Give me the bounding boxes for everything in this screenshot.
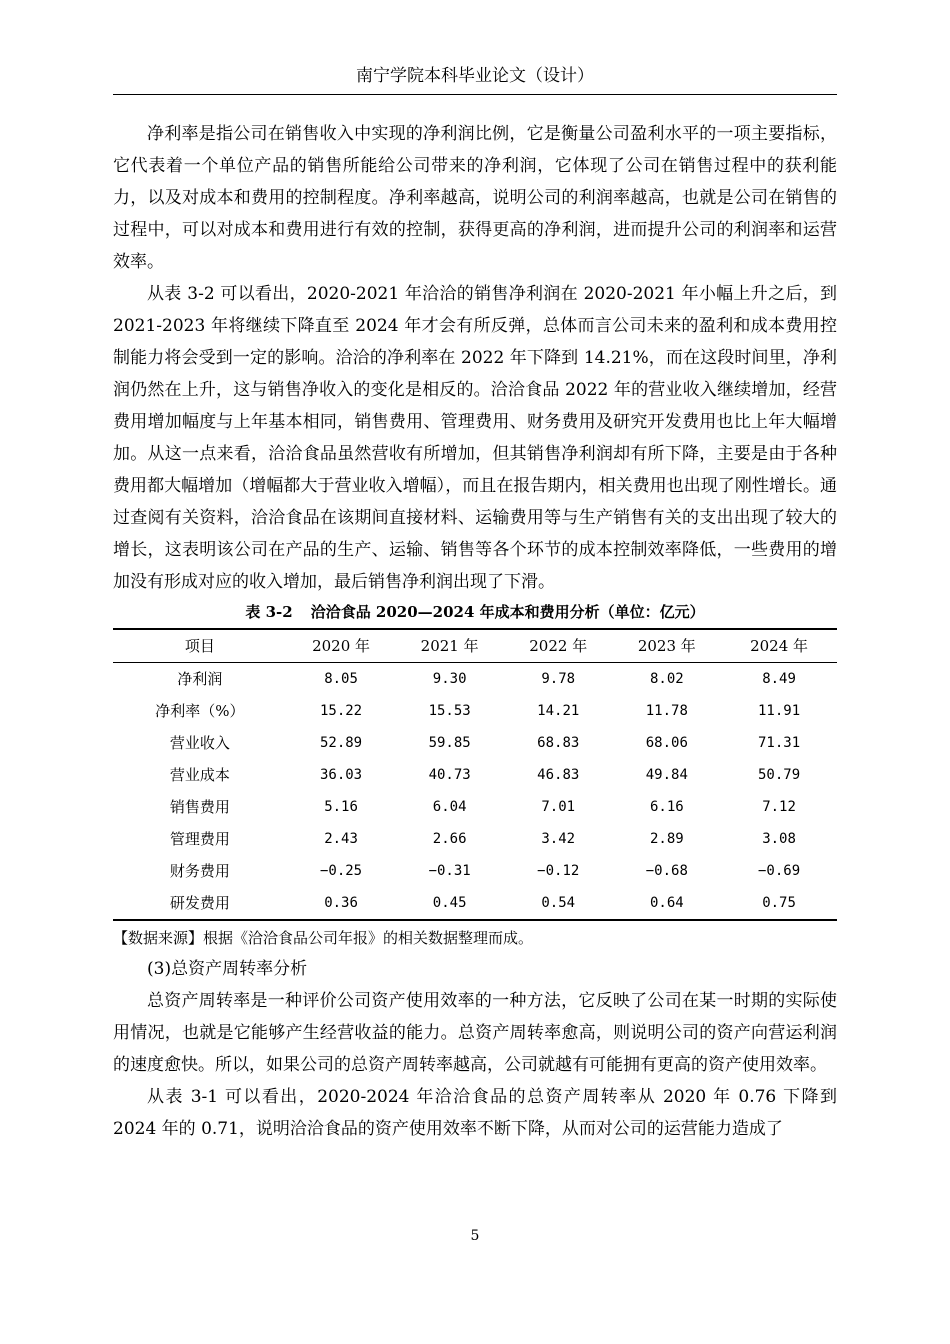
column-header: 2022 年 (504, 629, 613, 663)
table-cell: 8.49 (762, 671, 796, 687)
table-cell: 6.16 (649, 799, 684, 815)
table-cell: 8.02 (649, 671, 684, 687)
table-cell: −0.12 (537, 863, 580, 879)
column-header: 2023 年 (613, 629, 722, 663)
table-cell: 2.89 (649, 831, 684, 847)
table-row (113, 855, 837, 887)
table-cell: 59.85 (428, 735, 471, 751)
table-cell: 50.79 (757, 767, 801, 783)
paragraph-asset-turnover-definition: 总资产周转率是一种评价公司资产使用效率的一种方法，它反映了公司在某一时期的实际使用情况，也就是它能够产生经营收益的能力。总资产周转率愈高，则说明公司的资产向营运利润的速度愈快。所以，如果公司的总资产周转率越高，公司就越有可能拥有更高的资产使用效率。 (113, 991, 837, 1075)
row-label: 营业收入 (169, 734, 230, 752)
table-cell: 40.73 (428, 767, 471, 783)
table-cell: 14.21 (537, 703, 580, 719)
paragraph-asset-turnover-analysis: 从表 3-1 可以看出，2020-2024 年洽洽食品的总资产周转率从 2020 年 0.76 下降到 2024 年的 0.71，说明洽洽食品的资产使用效率不断下降，从而对公司的运营能力造成了 (113, 1087, 837, 1139)
row-label: 财务费用 (169, 862, 230, 880)
table-cell: 6.04 (432, 799, 467, 815)
page-header-title: 南宁学院本科毕业论文（设计） (356, 66, 594, 86)
table-cell: 7.01 (541, 799, 576, 815)
row-label: 营业成本 (169, 766, 230, 784)
column-header: 2020 年 (287, 629, 396, 663)
table-cell: 49.84 (645, 767, 688, 783)
table-cell: 52.89 (319, 735, 363, 751)
table-caption-number: 表 3-2 (245, 603, 293, 621)
table-cell: 0.54 (504, 887, 613, 920)
paragraph-net-margin-analysis: 从表 3-2 可以看出，2020-2021 年洽洽的销售净利润在 2020-2021 年小幅上升之后，到 2021-2023 年将继续下降直至 2024 年才会有所反弹，总体而言公司未来的盈利和成本费用控制能力将会受到一定的影响。洽洽的净利率在 2022 年下降到 14.21%，而在这段时间里，净利润仍然在上升，这与销售净收入的变化是相反的。洽洽食品 2022 年的营业收入继续增加，经营费用增加幅度与上年基本相同，销售费用、管理费用、财务费用及研究开发费用也比上年大幅增加。从这一点来看，洽洽食品虽然营收有所增加，但其销售净利润却有所下降，主要是由于各种费用都大幅增加（增幅都大于营业收入增幅），而且在报告期内，相关费用也出现了刚性增长。通过查阅有关资料，洽洽食品在该期间直接材料、运输费用等与生产销售有关的支出出现了较大的增长，这表明该公司在产品的生产、运输、销售等各个环节的成本控制效率降低，一些费用的增加没有形成对应的收入增加，最后销售净利润出现了下滑。 (113, 284, 837, 592)
table-cell: 0.45 (395, 887, 504, 920)
table-cell: 11.91 (757, 703, 801, 719)
row-label: 管理费用 (169, 830, 230, 848)
table-cell: 68.83 (537, 735, 580, 751)
table-cell: 15.22 (319, 703, 363, 719)
table-cell: 0.64 (613, 887, 722, 920)
column-header: 2024 年 (721, 629, 837, 663)
table-caption (113, 600, 837, 624)
section-heading: (3)总资产周转率分析 (147, 959, 308, 979)
table-cell: 15.53 (428, 703, 471, 719)
table-cell: −0.31 (428, 863, 471, 879)
column-header: 项目 (113, 629, 287, 663)
page-number: 5 (470, 1228, 480, 1244)
table-cell: 2.66 (432, 831, 467, 847)
table-cell: 0.36 (287, 887, 396, 920)
table-cell: 3.42 (541, 831, 576, 847)
table-cell: −0.69 (757, 863, 801, 879)
row-label: 净利率（%） (155, 702, 245, 720)
table-cell: 9.30 (432, 671, 467, 687)
table-cell: 2.43 (324, 831, 358, 847)
table-cell: 9.78 (541, 671, 576, 687)
cost-expense-table (113, 628, 837, 921)
document-body (113, 118, 837, 1145)
table-row (113, 663, 837, 696)
table-cell: 11.78 (645, 703, 688, 719)
table-cell: 36.03 (319, 767, 363, 783)
table-cell: 68.06 (645, 735, 688, 751)
table-caption-title: 洽洽食品 2020—2024 年成本和费用分析（单位：亿元） (310, 603, 705, 621)
row-label: 销售费用 (169, 798, 230, 816)
header-divider (113, 94, 837, 95)
table-cell: 46.83 (537, 767, 580, 783)
row-label: 研发费用 (113, 887, 287, 920)
table-row (113, 695, 837, 727)
table-row (113, 727, 837, 759)
table-cell: −0.25 (319, 863, 363, 879)
table-source-note: 【数据来源】根据《洽洽食品公司年报》的相关数据整理而成。 (113, 929, 534, 947)
table-header-row (113, 629, 837, 663)
table-row (113, 759, 837, 791)
table-row (113, 823, 837, 855)
table-cell: 5.16 (324, 799, 358, 815)
table-row (113, 887, 837, 920)
table-cell: 3.08 (762, 831, 796, 847)
table-cell: −0.68 (645, 863, 688, 879)
row-label: 净利润 (177, 670, 223, 688)
table-cell: 0.75 (721, 887, 837, 920)
column-header: 2021 年 (395, 629, 504, 663)
table-cell: 8.05 (324, 671, 358, 687)
table-row (113, 791, 837, 823)
paragraph-net-margin-definition: 净利率是指公司在销售收入中实现的净利润比例，它是衡量公司盈利水平的一项主要指标，它代表着一个单位产品的销售所能给公司带来的净利润，它体现了公司在销售过程中的获利能力，以及对成本和费用的控制程度。净利率越高，说明公司的利润率越高，也就是公司在销售的过程中，可以对成本和费用进行有效的控制，获得更高的净利润，进而提升公司的利润率和运营效率。 (113, 124, 837, 272)
table-cell: 71.31 (757, 735, 801, 751)
table-cell: 7.12 (762, 799, 796, 815)
